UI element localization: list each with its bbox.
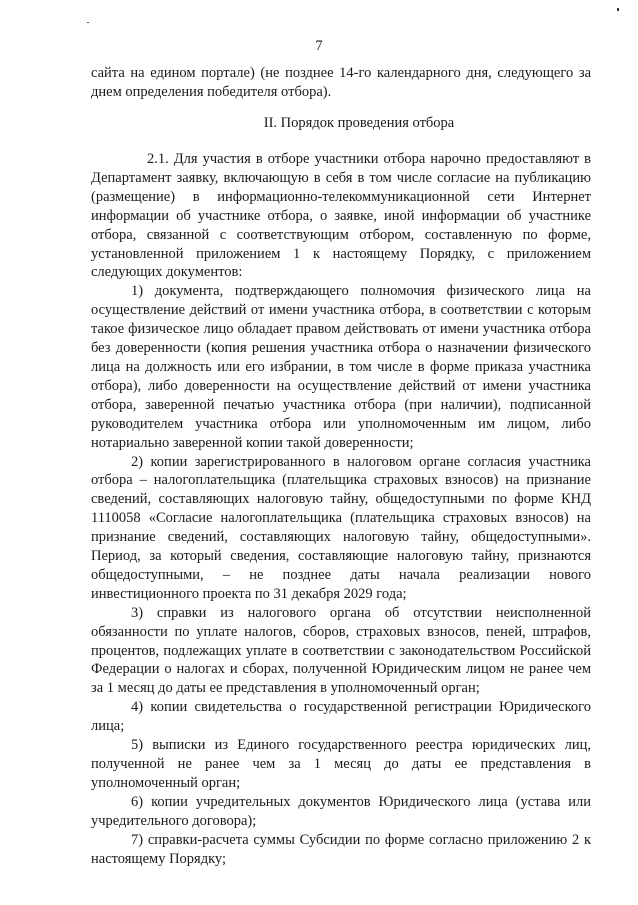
list-item-7: 7) справки-расчета суммы Субсидии по форме согласно приложению 2 к настоящему Порядку;: [91, 831, 591, 867]
scan-mark: [87, 22, 89, 23]
intro-text: сайта на едином портале) (не позднее 14-го календарного дня, следующего за днем определения победителя отбора).: [91, 65, 591, 100]
section-heading: II. Порядок проведения отбора: [263, 115, 455, 131]
scan-mark: [617, 8, 619, 11]
list-item-1: 1) документа, подтверждающего полномочия физического лица на осуществление действий от имени участника отбора, в соответствии с которым такое физическое лицо обладает правом действовать от имени участника отбора без доверенности (копия решения участника отбора о назначении физического лица на должность или его избрании, в том числе в форме приказа участника отбора), либо доверенности на осуществление действий от имени участника отбора, заверенной печатью участника отбора (при наличии), подписанной руководителем участника отбора или уполномоченным им лицом, либо нотариально заверенной копии такой доверенности;: [91, 283, 591, 451]
page-number: 7: [315, 38, 323, 54]
list-item-5: 5) выписки из Единого государственного реестра юридических лиц, полученной не ранее чем за 1 месяц до даты ее представления в уполномоченный орган;: [91, 737, 591, 791]
list-item-2: 2) копии зарегистрированного в налоговом органе согласия участника отбора – налогоплательщика (плательщика страховых взносов) на признание сведений, составляющих налоговую тайну, общедоступными по форме КНД 1110058 «Согласие налогоплательщика (плательщика страховых взносов) на признание сведений, составляющих налоговую тайну, общедоступными». Период, за который сведения, составляющие налоговую тайну, признаются общедоступными, – не позднее даты начала реализации нового инвестиционного проекта по 31 декабря 2029 года;: [91, 453, 591, 602]
list-item-4: 4) копии свидетельства о государственной регистрации Юридического лица;: [91, 699, 591, 735]
list-item-6: 6) копии учредительных документов Юридического лица (устава или учредительного договора);: [91, 793, 591, 829]
section-body: [91, 150, 591, 868]
intro-paragraph: [91, 64, 591, 102]
paragraph-2-1: 2.1. Для участия в отборе участники отбора нарочно предоставляют в Департамент заявку, включающую в себя в том числе согласие на публикацию (размещение) в информационно-телекоммуникационной сети Интернет информации об участнике отбора, о заявке, иной информации об участнике отбора, связанной с соответствующим отбором, составленную по форме, установленной приложением 1 к настоящему Порядку, с приложением следующих документов:: [91, 151, 591, 281]
list-item-3: 3) справки из налогового органа об отсутствии неисполненной обязанности по уплате налогов, сборов, страховых взносов, пеней, штрафов, процентов, подлежащих уплате в соответствии с законодательством Российской Федерации о налогах и сборах, полученной Юридическим лицом не ранее чем за 1 месяц до даты ее представления в уполномоченный орган;: [91, 604, 591, 697]
